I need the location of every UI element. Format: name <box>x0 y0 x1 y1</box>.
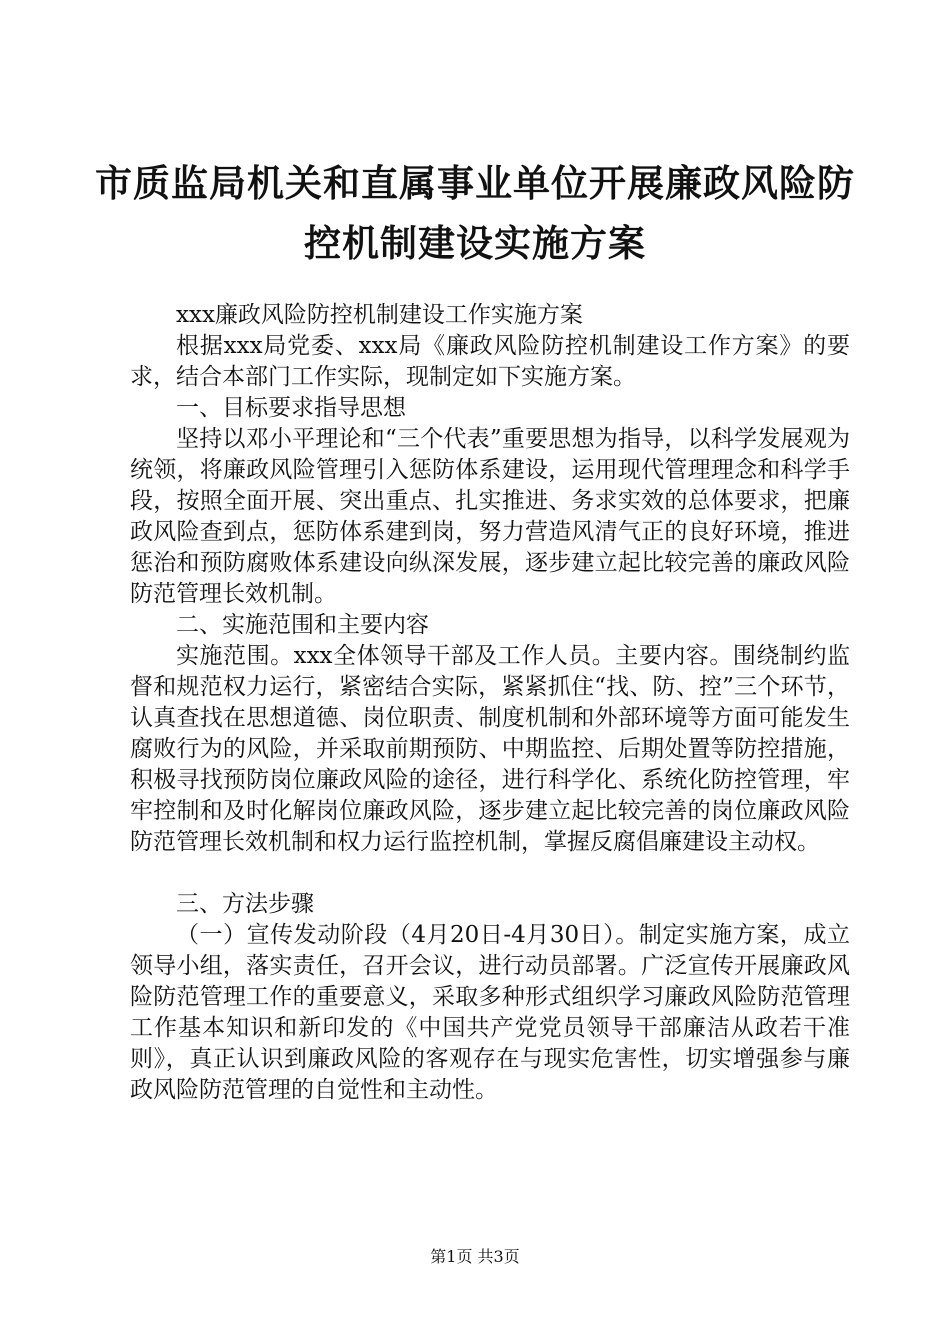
section-heading-1: 一、目标要求指导思想 <box>176 395 406 421</box>
document-title-line-2: 控机制建设实施方案 <box>304 222 646 265</box>
section-2-paragraph: 实施范围。xxx全体领导干部及工作人员。主要内容。围绕制约监督和规范权力运行，紧密结合实际，紧紧抓住“找、防、控”三个环节，认真查找在思想道德、岗位职责、制度机制和外部环境等方面可能发生腐败行为的风险，并采取前期预防、中期监控、后期处置等防控措施，积极寻找预防岗位廉政风险的途径，进行科学化、系统化防控管理，牢牢控制和及时化解岗位廉政风险，逐步建立起比较完善的岗位廉政风险防范管理长效机制和权力运行监控机制，掌握反腐倡廉建设主动权。 <box>130 643 850 855</box>
section-3-paragraph: （一）宣传发动阶段（4月20日-4月30日）。制定实施方案，成立领导小组，落实责任，召开会议，进行动员部署。广泛宣传开展廉政风险防范管理工作的重要意义，采取多种形式组织学习廉政风险防范管理工作基本知识和新印发的《中国共产党党员领导干部廉洁从政若干准则》，真正认识到廉政风险的客观存在与现实危害性，切实增强参与廉政风险防范管理的自觉性和主动性。 <box>130 922 850 1103</box>
intro-paragraph: 根据xxx局党委、xxx局《廉政风险防控机制建设工作方案》的要求，结合本部门工作实际，现制定如下实施方案。 <box>130 333 850 390</box>
section-heading-2: 二、实施范围和主要内容 <box>176 612 429 638</box>
section-1-paragraph: 坚持以邓小平理论和“三个代表”重要思想为指导，以科学发展观为统领，将廉政风险管理引入惩防体系建设，运用现代管理理念和科学手段，按照全面开展、突出重点、扎实推进、务求实效的总体要求，把廉政风险查到点，惩防体系建到岗，努力营造风清气正的良好环境，推进惩治和预防腐败体系建设向纵深发展，逐步建立起比较完善的廉政风险防范管理长效机制。 <box>130 426 850 607</box>
plan-subtitle: xxx廉政风险防控机制建设工作实施方案 <box>176 302 583 328</box>
document-body <box>130 300 850 1106</box>
document-title-line-1: 市质监局机关和直属事业单位开展廉政风险防 <box>95 162 855 205</box>
section-heading-3: 三、方法步骤 <box>176 891 314 917</box>
page-footer: 第1页 共3页 <box>430 1247 520 1266</box>
